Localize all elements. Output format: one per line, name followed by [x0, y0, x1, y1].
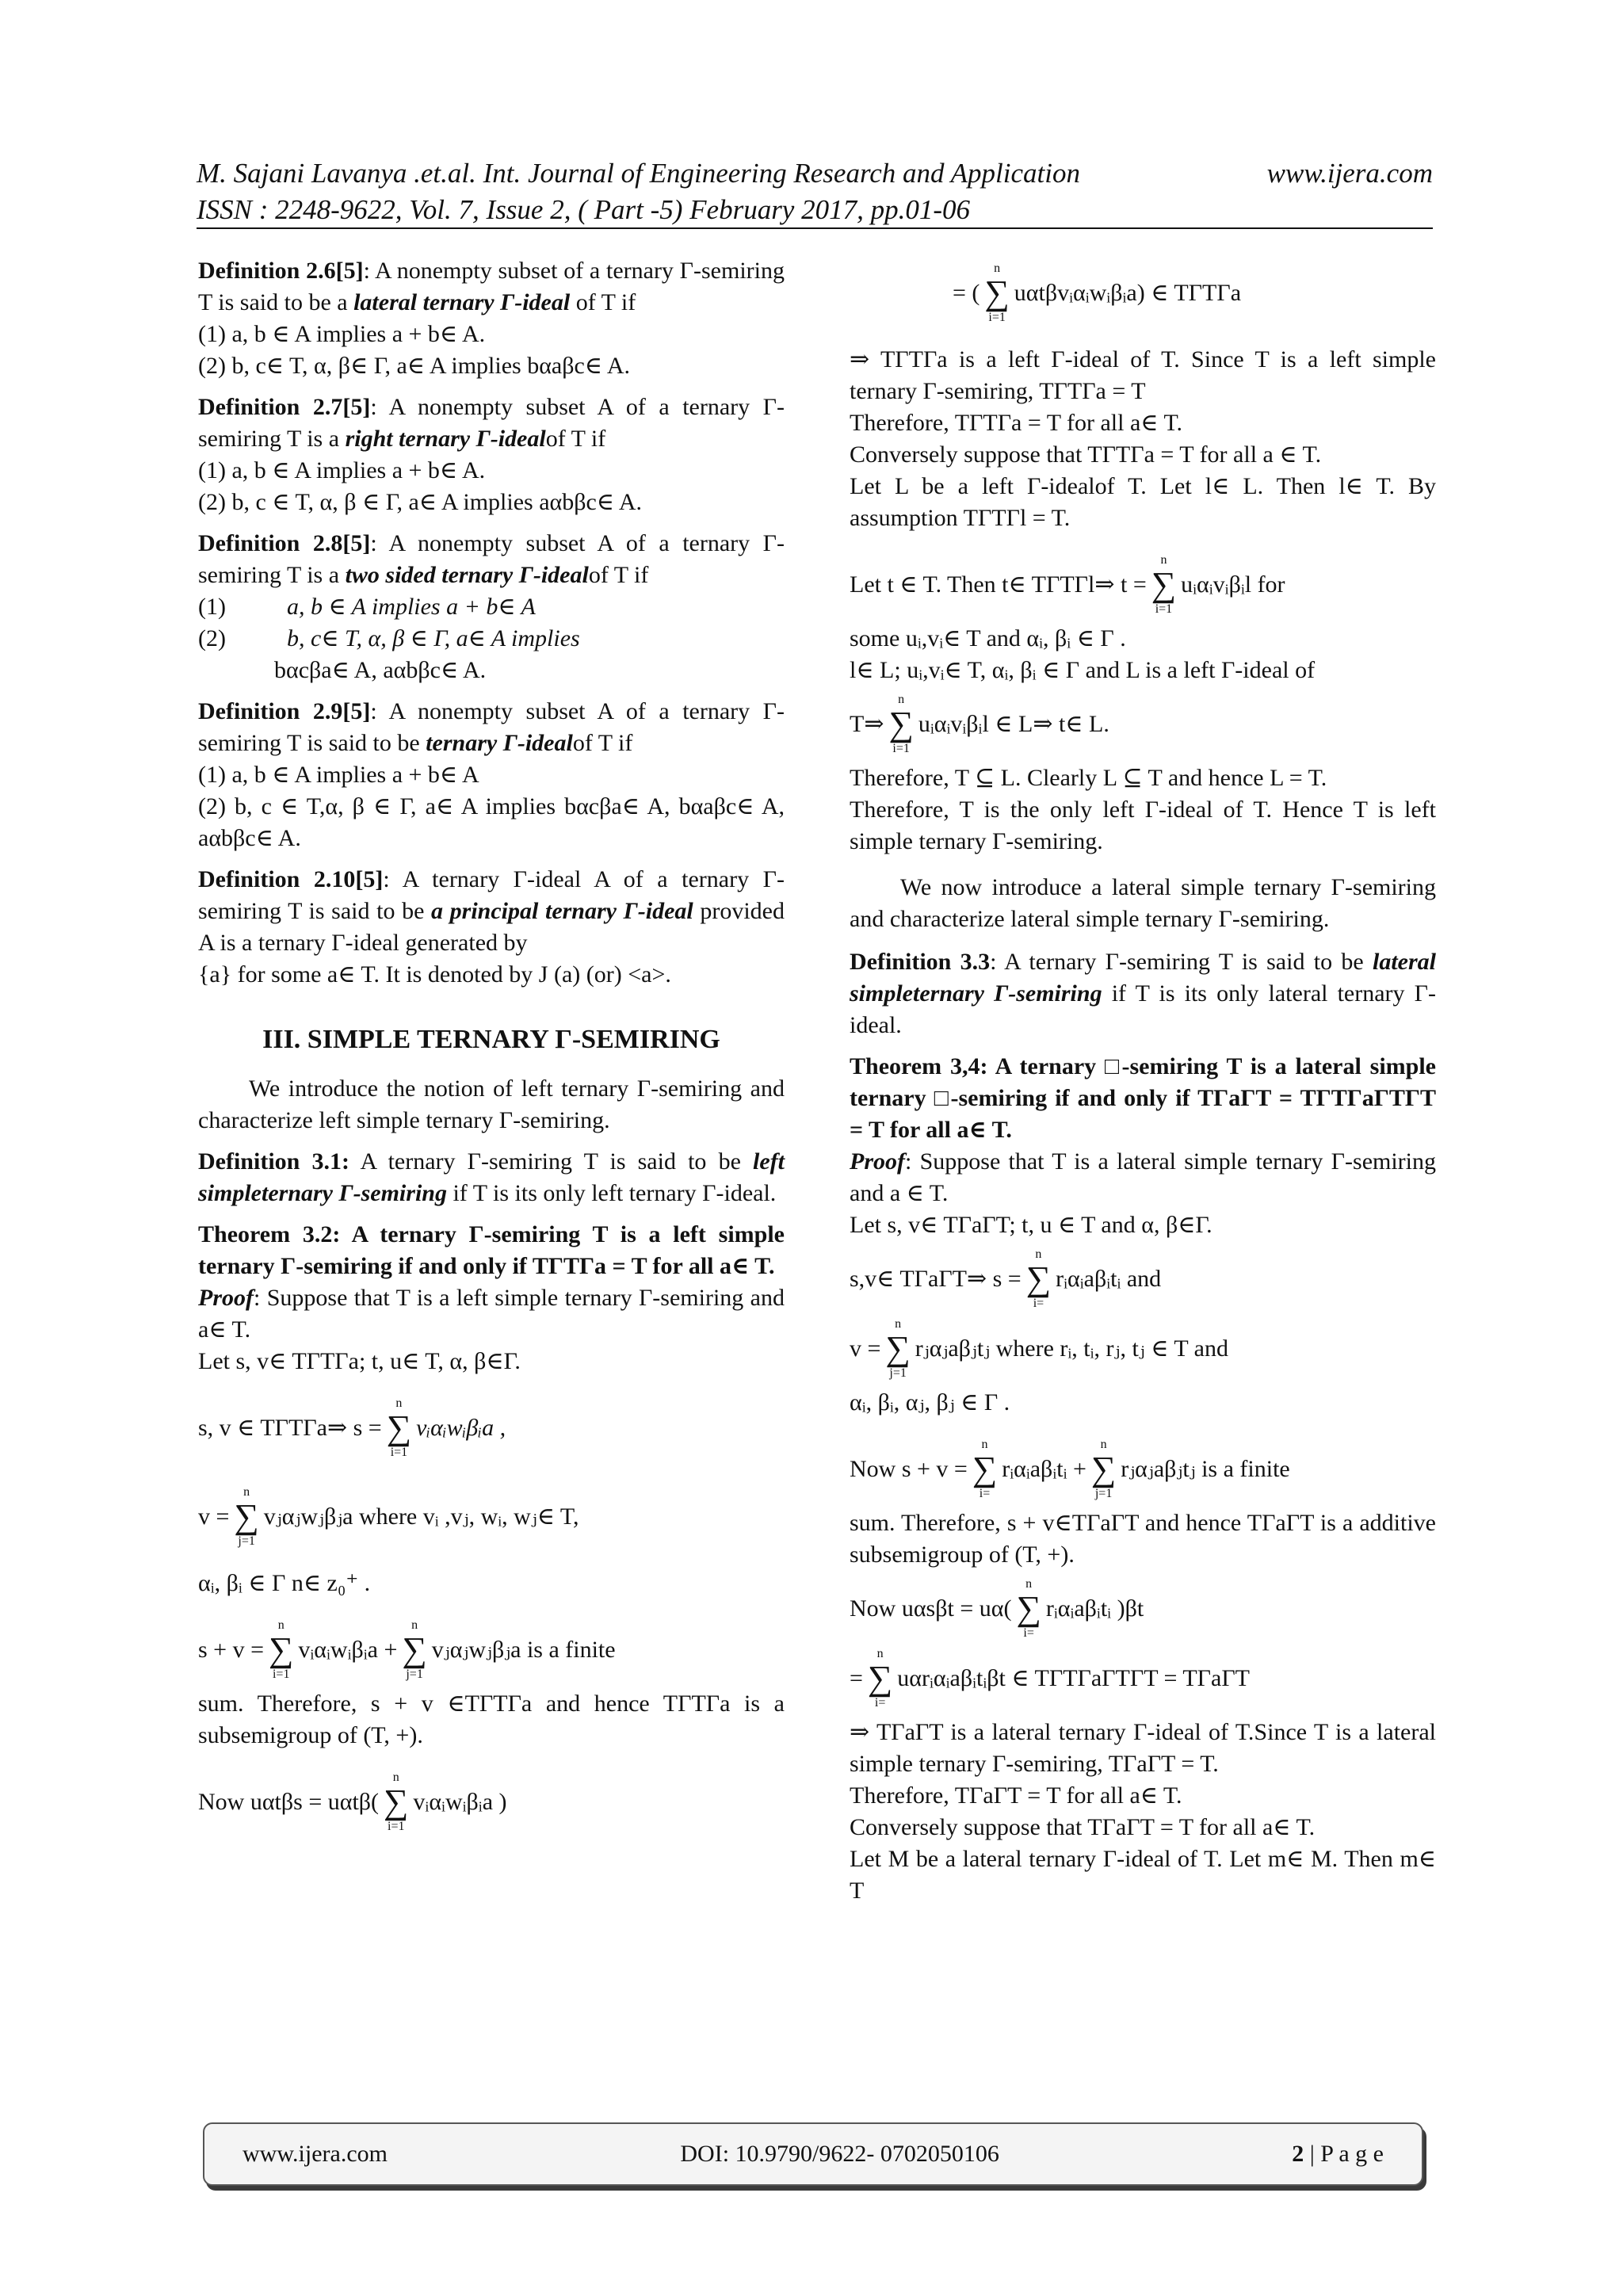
condition-2: (2) b, c∈ T, α, β ∈ Γ, a∈ A implies: [198, 625, 580, 651]
equation: s, v ∈ TΓTΓa⇒ s = n ∑ i=1 vᵢαᵢwᵢβᵢa ,: [198, 1396, 506, 1459]
equation: = ( n ∑ i=1 uαtβvᵢαᵢwᵢβᵢa) ∈ TΓTΓa: [953, 262, 1242, 324]
condition-2: (2) b, c∈ T, α, β∈ Γ, a∈ A implies bαaβc∈ A.: [198, 353, 631, 379]
summation: n ∑ i=1: [269, 1618, 294, 1681]
defined-term: lateral simpleternary Γ-semiring: [850, 949, 1436, 1007]
summation: n ∑ i=1: [888, 693, 914, 755]
header-website[interactable]: www.ijera.com: [1266, 158, 1433, 189]
definition-2-8: Definition 2.8[5]: A nonempty subset A of a ternary Γ-semiring T is a two sided ternary Γ-idealof T if (1) a, b ∈ A implies a + b∈ A (2) b, c∈ T, α, β ∈ Γ, a∈ A implies bαcβa∈ A, aαbβc∈ A.: [198, 528, 785, 686]
equation: = n ∑ i= uαrᵢαᵢaβᵢtᵢβt ∈ TΓTΓaΓTΓT = TΓaΓT: [850, 1647, 1251, 1710]
equation: Now s + v = n ∑ i= rᵢαᵢaβᵢtᵢ + n ∑ j=1 rⱼαⱼaβⱼtⱼ is a finite: [850, 1438, 1290, 1500]
definition-2-7: Definition 2.7[5]: A nonempty subset A of a ternary Γ-semiring T is a right ternary Γ-idealof T if (1) a, b ∈ A implies a + b∈ A. (2) b, c ∈ T, α, β ∈ Γ, a∈ A implies aαbβc∈ A.: [198, 392, 785, 518]
definition-label: Definition 3.3: [850, 949, 991, 975]
summation: n ∑ i=1: [386, 1396, 412, 1459]
section-intro: We introduce the notion of left ternary Γ-semiring and characterize left simple ternary Γ-semiring.: [198, 1075, 785, 1133]
equation: v = n ∑ j=1 vⱼαⱼwⱼβⱼa where vᵢ ,vⱼ, wᵢ, wⱼ∈ T,: [198, 1485, 579, 1548]
page-footer: [203, 2122, 1423, 2186]
theorem-3-2: Theorem 3.2: A ternary Γ-semiring T is a left simple ternary Γ-semiring if and only if TΓTΓa = T for all a∈ T. Proof: Suppose that T is a left simple ternary Γ-semiring and a∈ T. Let s, v∈ TΓTΓa; t, u∈ T, α, β∈Γ. s, v ∈ TΓTΓa⇒ s = n ∑ i=1 vᵢαᵢwᵢβᵢa , v = n ∑ j=1 vⱼαⱼwⱼβⱼa where vᵢ ,vⱼ, wᵢ, wⱼ∈ T, αᵢ, βᵢ ∈ Γ n∈ z₀⁺ . s + v = n ∑ i=1 vᵢαᵢwᵢβᵢa + n ∑ j=1 vⱼαⱼwⱼβⱼa is a finite sum. Therefore, s + v ∈TΓTΓa and hence TΓTΓa is a subsemigroup of (T, +). Now uαtβs = uαtβ( n ∑ i=1 vᵢαᵢwᵢβᵢa ): [198, 1219, 785, 1834]
definition-label: Definition 3.1:: [198, 1148, 349, 1175]
defined-term: a principal ternary Γ-ideal: [431, 898, 693, 924]
definition-3-1: Definition 3.1: A ternary Γ-semiring T is said to be left simpleternary Γ-semiring if T is its only left ternary Γ-ideal.: [198, 1148, 785, 1206]
summation: n ∑ i=1: [984, 262, 1010, 324]
definition-label: Definition 2.9[5]: [198, 698, 371, 724]
summation: n ∑ i=1: [384, 1771, 409, 1833]
equation: Now uαsβt = uα( n ∑ i= rᵢαᵢaβᵢtᵢ )βt: [850, 1577, 1144, 1640]
left-column: [198, 255, 785, 1843]
proof-label: Proof: [850, 1148, 905, 1175]
summation: n ∑ j=1: [1090, 1438, 1117, 1500]
equation: αᵢ, βᵢ, αⱼ, βⱼ ∈ Γ .: [850, 1389, 1010, 1415]
theorem-3-4: Theorem 3,4: A ternary □-semiring T is a lateral simple ternary □-semiring if and only if TΓaΓT = TΓTΓaΓTΓT = T for all a∈ T. Proof: Suppose that T is a lateral simple ternary Γ-semiring and a ∈ T. Let s, v∈ TΓaΓT; t, u ∈ T and α, β∈Γ. s,v∈ TΓaΓT⇒ s = n ∑ i= rᵢαᵢaβᵢtᵢ and v = n ∑ j=1 rⱼαⱼaβⱼtⱼ where rᵢ, tᵢ, rⱼ, tⱼ ∈ T and αᵢ, βᵢ, αⱼ, βⱼ ∈ Γ . Now s + v = n ∑ i= rᵢαᵢaβᵢtᵢ + n ∑ j=1 rⱼαⱼaβⱼtⱼ is a finite sum. Therefore, s + v∈TΓaΓT and hence TΓaΓT is a additive subsemigroup of (T, +). Now uαsβt = uα( n ∑ i= rᵢαᵢaβᵢtᵢ )βt = n ∑ i= uαrᵢαᵢaβᵢtᵢβt ∈ TΓTΓaΓTΓT = TΓaΓT ⇒ TΓaΓT is a lateral ternary Γ-ideal of T.Since T is a lateral simple ternary Γ-semiring, TΓaΓT = T. Therefore, TΓaΓT = T for all a∈ T. Conversely suppose that TΓaΓT = T for all a∈ T. Let M be a lateral ternary Γ-ideal of T. Let m∈ M. Then m∈ T: [850, 1051, 1436, 1907]
header-issue-line: ISSN : 2248-9622, Vol. 7, Issue 2, ( Part -5) February 2017, pp.01-06: [197, 194, 971, 225]
header-citation: M. Sajani Lavanya .et.al. Int. Journal of Engineering Research and Application: [197, 158, 1080, 189]
definition-label: Definition 2.10[5]: [198, 866, 384, 892]
condition-2: (2) b, c ∈ T, α, β ∈ Γ, a∈ A implies aαbβc∈ A.: [198, 489, 643, 515]
condition-2: (2) b, c ∈ T,α, β ∈ Γ, a∈ A implies bαcβa∈ A, bαaβc∈ A, aαbβc∈ A.: [198, 793, 785, 851]
proof-label: Proof: [198, 1285, 254, 1311]
condition-2-continued: bαcβa∈ A, aαbβc∈ A.: [274, 657, 487, 683]
condition-1: (1) a, b ∈ A implies a + b∈ A.: [198, 457, 486, 483]
defined-term: ternary Γ-ideal: [426, 730, 573, 756]
footer-doi: DOI: 10.9790/9622- 0702050106: [680, 2141, 999, 2167]
equation: Now uαtβs = uαtβ( n ∑ i=1 vᵢαᵢwᵢβᵢa ): [198, 1771, 507, 1833]
defined-term: two sided ternary Γ-ideal: [345, 562, 589, 588]
section-heading: III. SIMPLE TERNARY Γ-SEMIRING: [262, 1025, 720, 1054]
summation: n ∑ i=: [867, 1647, 893, 1710]
summation: n ∑ j=1: [402, 1618, 427, 1681]
equation: Let t ∈ T. Then t∈ TΓTΓl⇒ t = n ∑ i=1 uᵢαᵢvᵢβᵢl for: [850, 553, 1285, 616]
summation: n ∑ i=: [1025, 1247, 1052, 1310]
summation: n ∑ j=1: [885, 1317, 911, 1380]
summation: n ∑ i=: [972, 1438, 998, 1500]
summation: n ∑ i=: [1016, 1577, 1041, 1640]
summation: n ∑ j=1: [234, 1485, 259, 1548]
definition-label: Definition 2.7[5]: [198, 394, 371, 420]
theorem-statement: Theorem 3.2: A ternary Γ-semiring T is a left simple ternary Γ-semiring if and only if TΓTΓa = T for all a∈ T.: [198, 1221, 785, 1279]
condition-1: (1) a, b ∈ A implies a + b∈ A: [198, 762, 479, 788]
equation: T⇒ n ∑ i=1 uᵢαᵢvᵢβᵢl ∈ L⇒ t∈ L.: [850, 693, 1109, 755]
running-header: [197, 155, 1433, 228]
page-number: 2 | P a g e: [1292, 2141, 1384, 2167]
summation: n ∑ i=1: [1151, 553, 1177, 616]
definition-3-3: Definition 3.3: A ternary Γ-semiring T is said to be lateral simpleternary Γ-semiring if T is its only lateral ternary Γ-ideal.: [850, 949, 1436, 1038]
definition-label: Definition 2.6[5]: [198, 258, 364, 284]
equation: s,v∈ TΓaΓT⇒ s = n ∑ i= rᵢαᵢaβᵢtᵢ and: [850, 1247, 1162, 1310]
equation: v = n ∑ j=1 rⱼαⱼaβⱼtⱼ where rᵢ, tᵢ, rⱼ, tⱼ ∈ T and: [850, 1317, 1228, 1380]
right-column: = ( n ∑ i=1 uαtβvᵢαᵢwᵢβᵢa) ∈ TΓTΓa ⇒ TΓTΓa is a left Γ-ideal of T. Since T is a left simple ternary Γ-semiring, TΓTΓa = T Therefore, TΓTΓa = T for all a∈ T. Conversely suppose that TΓTΓa = T for all a ∈ T. Let L be a left Γ-idealof T. Let l∈ L. Then l∈ T. By assumption TΓTΓl = T. Let t ∈ T. Then t∈ TΓTΓl⇒ t = n ∑ i=1 uᵢαᵢvᵢβᵢl for some uᵢ,vᵢ∈ T and αᵢ, βᵢ ∈ Γ . l∈ L; uᵢ,vᵢ∈ T, αᵢ, βᵢ ∈ Γ and L is a left Γ-ideal of T⇒ n ∑ i=1 uᵢαᵢvᵢβᵢl ∈ L⇒ t∈ L. Therefore, T ⊆ L. Clearly L ⊆ T and hence L = T. Therefore, T is the only left Γ-ideal of T. Hence T is left simple ternary Γ-semiring. We now introduce a lateral simple ternary Γ-semiring and characterize lateral simple ternary Γ-semiring. Definition 3.3: A ternary Γ-semiring T is said to be lateral simpleternary Γ-semiring if T is its only lateral ternary Γ-ideal. Theorem 3,4: A ternary □-semiring T is a lateral simple ternary □-semiring if and only if TΓaΓT = TΓTΓaΓTΓT = T for all a∈ T. Proof: Suppose that T is a lateral simple ternary Γ-semiring and a ∈ T. Let s, v∈ TΓaΓT; t, u ∈ T and α, β∈Γ. s,v∈ TΓaΓT⇒ s = n ∑ i= rᵢαᵢaβᵢtᵢ and v = n ∑ j=1 rⱼαⱼaβⱼtⱼ where rᵢ, tᵢ, rⱼ, tⱼ ∈ T and αᵢ, βᵢ, αⱼ, βⱼ ∈ Γ . Now s + v = n ∑ i= rᵢαᵢaβᵢtᵢ + n ∑ j=1 rⱼαⱼaβⱼtⱼ is a finite sum. Therefore, s + v∈TΓaΓT and hence TΓaΓT is a additive subsemigroup of (T, +). Now uαsβt = uα( n ∑ i= rᵢαᵢaβᵢtᵢ )βt = n ∑ i= uαrᵢαᵢaβᵢtᵢβt ∈ TΓTΓaΓTΓT = TΓaΓT ⇒ TΓaΓT is a lateral ternary Γ-ideal of T.Since T is a lateral simple ternary Γ-semiring, TΓaΓT = T. Therefore, TΓaΓT = T for all a∈ T. Conversely suppose that TΓaΓT = T for all a∈ T. Let M be a lateral ternary Γ-ideal of T. Let m∈ M. Then m∈ T: [850, 255, 1436, 1916]
definition-2-10: Definition 2.10[5]: A ternary Γ-ideal A of a ternary Γ-semiring T is said to be a principal ternary Γ-ideal provided A is a ternary Γ-ideal generated by {a} for some a∈ T. It is denoted by J (a) (or) <a>.: [198, 866, 785, 988]
footer-website[interactable]: www.ijera.com: [242, 2141, 388, 2167]
defined-term: lateral ternary Γ-ideal: [353, 289, 571, 315]
condition-1: (1) a, b ∈ A implies a + b∈ A.: [198, 321, 486, 347]
condition-1: (1) a, b ∈ A implies a + b∈ A: [198, 594, 536, 620]
theorem-statement: Theorem 3,4: A ternary □-semiring T is a lateral simple ternary □-semiring if and only if TΓaΓT = TΓTΓaΓTΓT = T for all a∈ T.: [850, 1053, 1436, 1143]
equation: αᵢ, βᵢ ∈ Γ n∈ z₀⁺ .: [198, 1570, 371, 1596]
definition-label: Definition 2.8[5]: [198, 530, 371, 556]
header-rule: [197, 227, 1433, 229]
definition-2-9: Definition 2.9[5]: A nonempty subset A of a ternary Γ-semiring T is said to be ternary Γ-idealof T if (1) a, b ∈ A implies a + b∈ A (2) b, c ∈ T,α, β ∈ Γ, a∈ A implies bαcβa∈ A, bαaβc∈ A, aαbβc∈ A.: [198, 696, 785, 854]
definition-2-6: Definition 2.6[5]: A nonempty subset of a ternary Γ-semiring T is said to be a lateral ternary Γ-ideal of T if (1) a, b ∈ A implies a + b∈ A. (2) b, c∈ T, α, β∈ Γ, a∈ A implies bαaβc∈ A.: [198, 255, 785, 382]
defined-term: right ternary Γ-ideal: [345, 426, 546, 452]
defined-term: left simpleternary Γ-semiring: [198, 1148, 785, 1206]
equation: s + v = n ∑ i=1 vᵢαᵢwᵢβᵢa + n ∑ j=1 vⱼαⱼwⱼβⱼa is a finite: [198, 1618, 616, 1681]
